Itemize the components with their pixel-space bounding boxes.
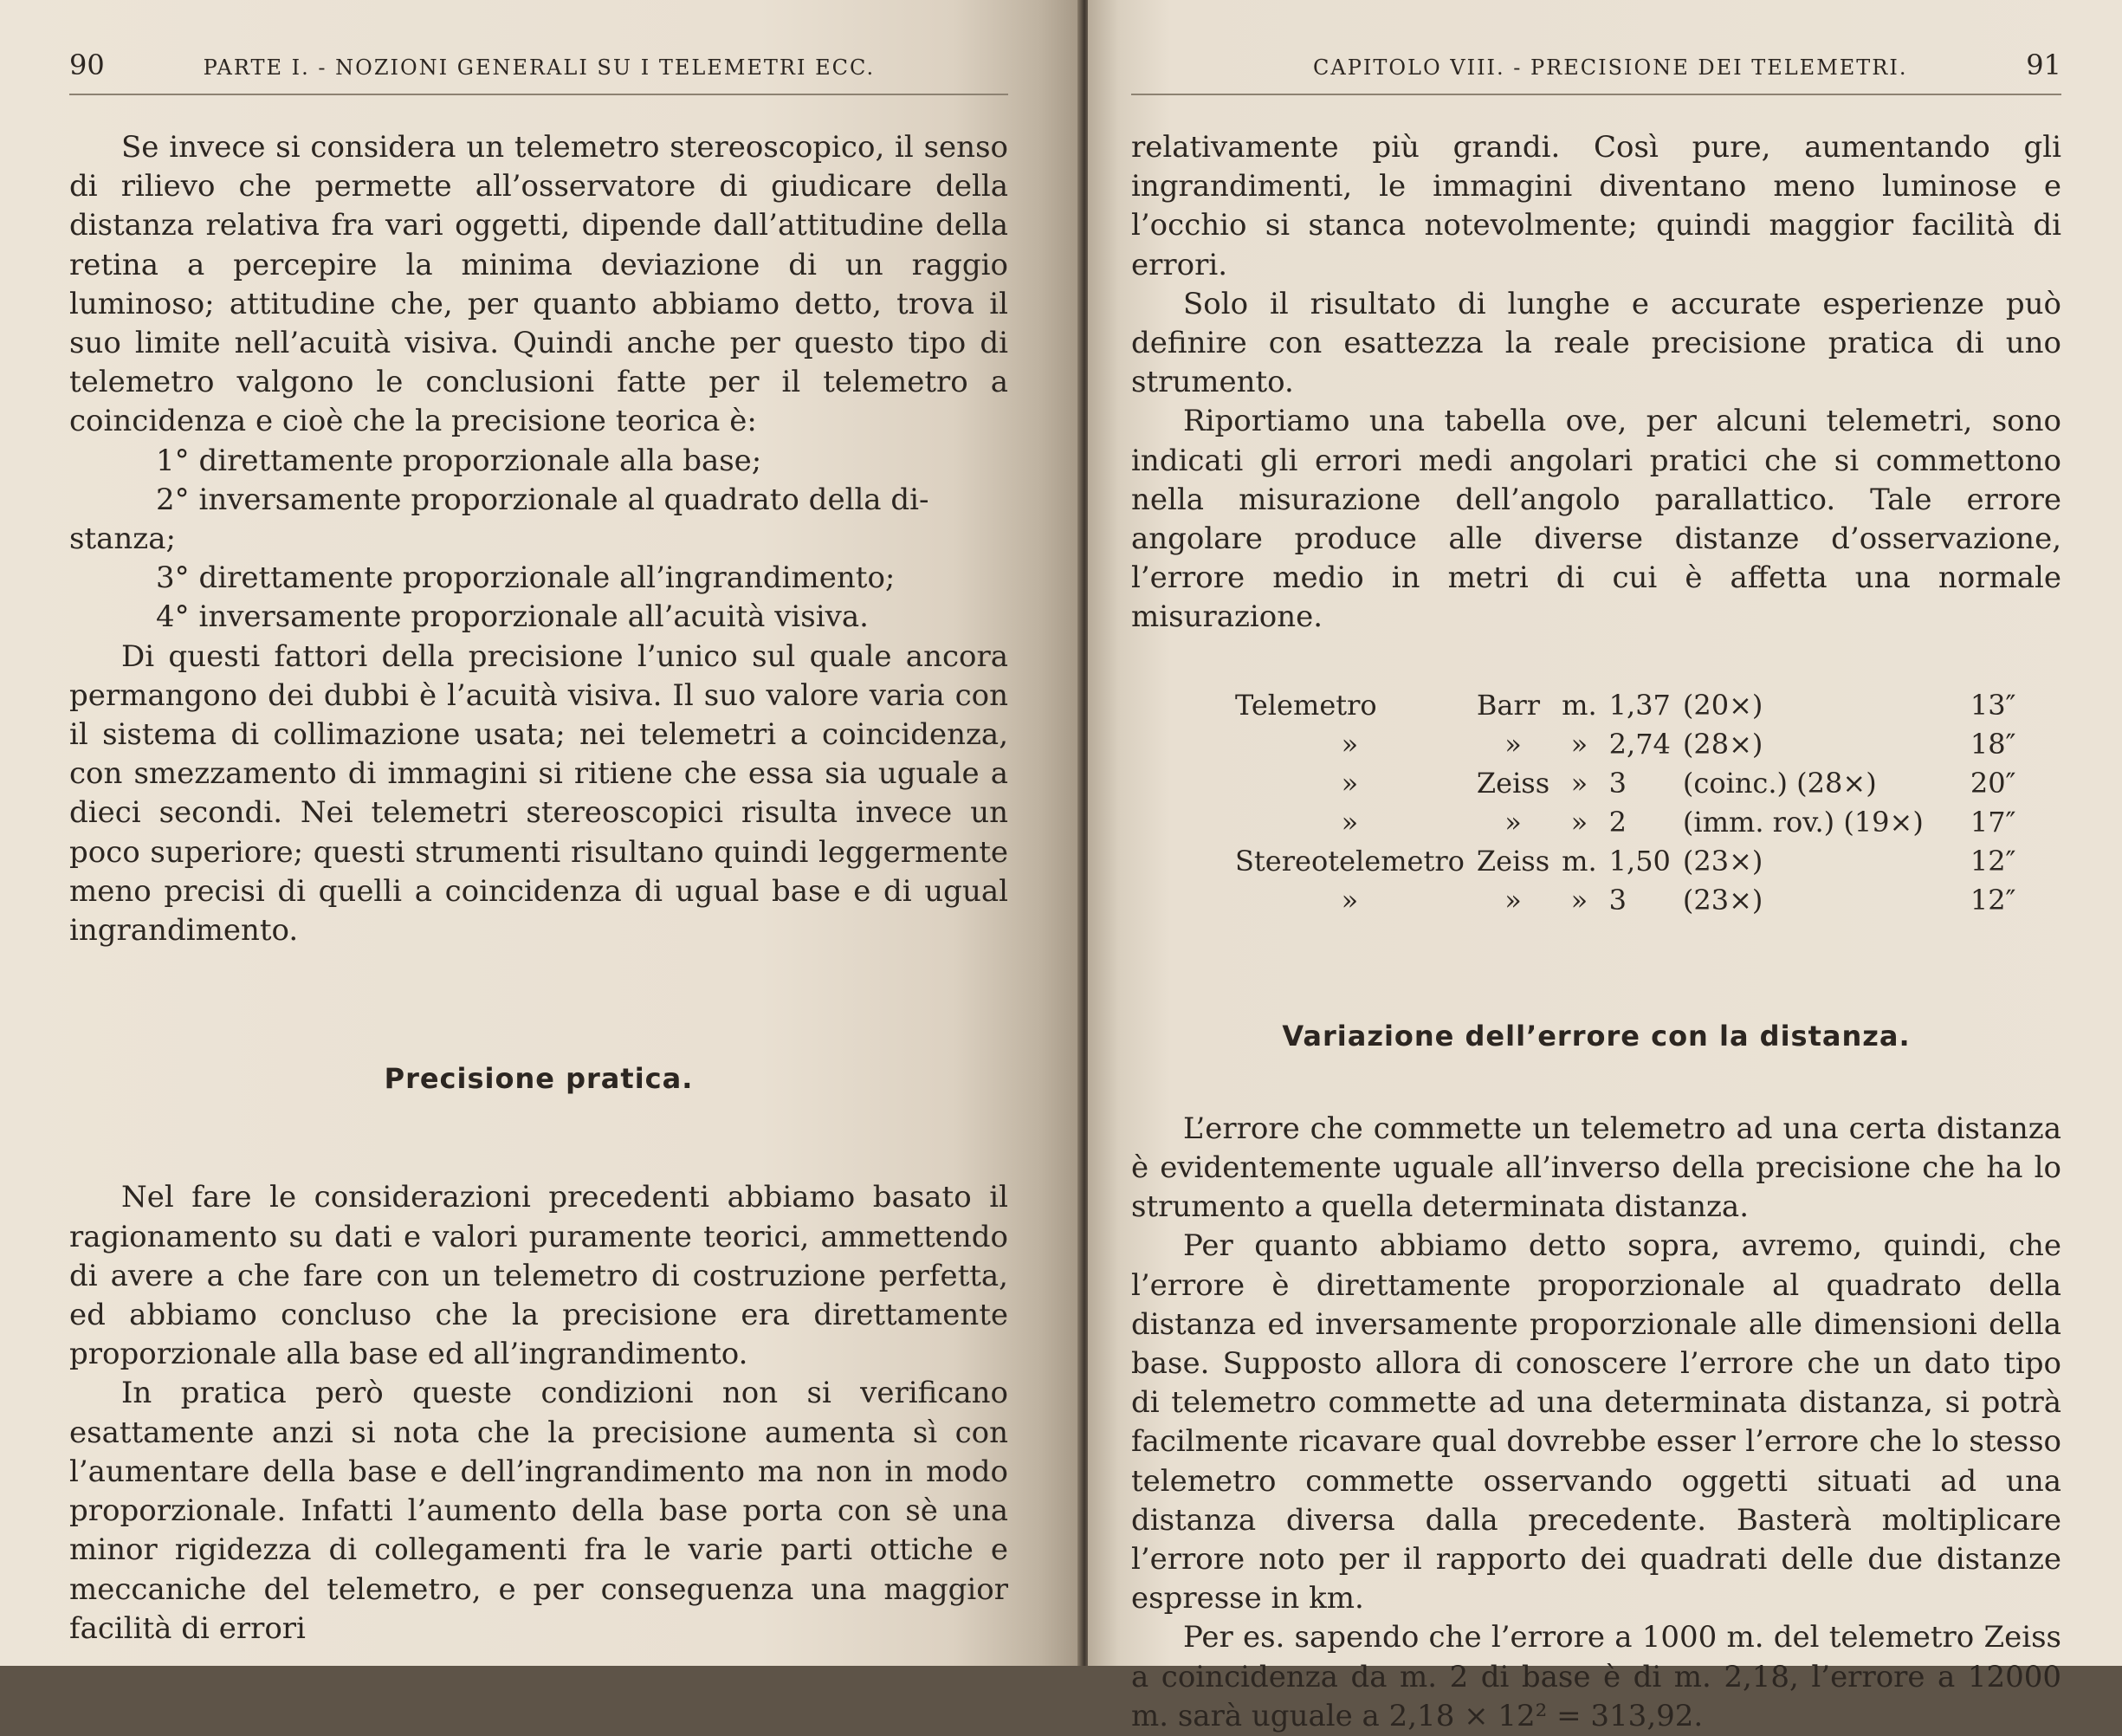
table-cell: 17″	[1970, 805, 2016, 839]
paragraph: Per es. sapendo che l’errore a 1000 m. del telemetro Zeiss a coincidenza da m. 2 di base è di m. 2,18, l’errore a 12000 m. sarà uguale a 2,18 × 12² = 313,92.	[1131, 1620, 2061, 1733]
table-cell: 13″	[1970, 688, 2016, 722]
table-cell: 1,37	[1608, 688, 1671, 722]
right-running-head	[1131, 49, 2061, 95]
table-cell: (coinc.) (28×)	[1682, 766, 1877, 800]
table-cell: »	[1341, 883, 1359, 917]
right-body	[1131, 128, 2061, 1736]
table-cell: »	[1341, 727, 1359, 761]
table-row	[1235, 842, 2028, 881]
paragraph: Per quanto abbiamo detto sopra, avremo, quindi, che l’errore è direttamente proporzionale al quadrato della distanza ed inversamente proporzionale alle dimensioni della base. Supposto allora di conoscere l’errore che un dato tipo di telemetro commette ad una determinata distanza, si potrà facilmente ricavare qual dovrebbe esser l’errore che lo stesso telemetro commette osservando oggetti situati ad una distanza diversa dalla precedente. Basterà moltiplicare l’errore noto per il rapporto dei quadrati delle due distanze espresse in km.	[1131, 1228, 2061, 1616]
table-cell: »	[1570, 727, 1588, 761]
left-running-title: PARTE I. - NOZIONI GENERALI SU I TELEMETRI ECC.	[203, 55, 876, 80]
table-cell: 12″	[1970, 844, 2016, 878]
table-cell: »	[1504, 805, 1522, 839]
left-page-number: 90	[69, 49, 105, 81]
table-cell: »	[1341, 766, 1359, 800]
table-cell: 12″	[1970, 883, 2016, 917]
paragraph: Nel fare le considerazioni precedenti abbiamo basato il ragionamento su dati e valori puramente teorici, ammettendo di avere a che fare con un telemetro di costruzione perfetta, ed abbiamo concluso che la precisione era direttamente proporzionale alla base ed all’ingrandimento.	[69, 1180, 1008, 1372]
paragraph: Solo il risultato di lunghe e accurate esperienze può definire con esattezza la reale precisione pratica di uno strumento.	[1131, 286, 2061, 400]
table-cell: »	[1570, 883, 1588, 917]
table-cell: 3	[1608, 883, 1627, 917]
table-cell: 18″	[1970, 727, 2016, 761]
table-cell: »	[1570, 766, 1588, 800]
table-cell: 2,74	[1608, 727, 1671, 761]
section-heading-variazione: Variazione dell’errore con la distanza.	[1282, 1019, 1911, 1053]
list-item: 1° direttamente proporzionale alla base;	[156, 443, 762, 478]
right-top-text	[1131, 128, 2061, 638]
table-cell: 20″	[1970, 766, 2016, 800]
table-cell: Zeiss	[1476, 844, 1550, 878]
left-body	[69, 128, 1008, 1649]
table-row	[1235, 764, 2028, 803]
left-top-text	[69, 128, 1008, 950]
table-cell: »	[1341, 805, 1359, 839]
table-cell: Barr	[1476, 688, 1541, 722]
right-running-title: CAPITOLO VIII. - PRECISIONE DEI TELEMETRI.	[1313, 55, 1908, 80]
right-page-number: 91	[2026, 49, 2061, 81]
right-bottom-text	[1131, 1110, 2061, 1736]
paragraph: Riportiamo una tabella ove, per alcuni telemetri, sono indicati gli errori medi angolari pratici che si commettono nella misurazione dell’angolo parallattico. Tale errore angolare produce alle diverse distanze d’osservazione, l’errore medio in metri di cui è affetta una normale misurazione.	[1131, 404, 2061, 635]
table-cell: (23×)	[1682, 844, 1763, 878]
paragraph: Se invece si considera un telemetro stereoscopico, il senso di rilievo che permette all’osservatore di giudicare della distanza relativa fra vari oggetti, dipende dall’attitudine della retina a percepire la minima deviazione di un raggio luminoso; attitudine che, per quanto abbiamo detto, trova il suo limite nell’acuità visiva. Quindi anche per questo tipo di telemetro valgono le conclusioni fatte per il telemetro a coincidenza e cioè che la precisione teorica è:	[69, 130, 1008, 439]
paragraph: Di questi fattori della precisione l’unico sul quale ancora permangono dei dubbi è l’acuità visiva. Il suo valore varia con il sistema di collimazione usata; nei telemetri a coincidenza, con smezzamento di immagini si ritiene che essa sia uguale a dieci secondi. Nei telemetri stereoscopici risulta invece un poco superiore; questi strumenti risultano quindi leggermente meno precisi di quelli a coincidenza di ugual base e di ugual ingrandimento.	[69, 638, 1008, 949]
left-running-head	[69, 49, 1008, 95]
table-row	[1235, 725, 2028, 764]
paragraph: L’errore che commette un telemetro ad una certa distanza è evidentemente uguale all’inverso della precisione che ha lo strumento a quella determinata distanza.	[1131, 1111, 2061, 1225]
table-cell: (28×)	[1682, 727, 1763, 761]
table-cell: (23×)	[1682, 883, 1763, 917]
table-cell: m.	[1562, 844, 1597, 878]
left-page	[0, 0, 1083, 1666]
table-cell: 3	[1608, 766, 1627, 800]
table-cell: 1,50	[1608, 844, 1671, 878]
table-cell: m.	[1562, 688, 1597, 722]
paragraph: In pratica però queste condizioni non si verificano esattamente anzi si nota che la precisione aumenta sì con l’aumentare della base e dell’ingrandimento ma non in modo proporzionale. Infatti l’aumento della base porta con sè una minor rigidezza di collegamenti fra le varie parti ottiche e meccaniche del telemetro, e per conseguenza una maggior facilità di errori	[69, 1376, 1008, 1646]
table-cell: (20×)	[1682, 688, 1763, 722]
table-cell: Stereotelemetro	[1235, 844, 1465, 878]
table-cell: »	[1570, 805, 1588, 839]
paragraph: relativamente più grandi. Così pure, aumentando gli ingrandimenti, le immagini diventano meno luminose e l’occhio si stanca notevolmente; quindi maggior facilità di errori.	[1131, 130, 2061, 282]
list-item: 4° inversamente proporzionale all’acuità visiva.	[156, 599, 869, 635]
table-row	[1235, 803, 2028, 842]
table-row	[1235, 686, 2028, 725]
table-cell: »	[1504, 883, 1522, 917]
list-item: 3° direttamente proporzionale all’ingrandimento;	[156, 560, 896, 596]
table-row	[1235, 881, 2028, 920]
error-table	[1235, 686, 2028, 920]
left-bottom-text	[69, 1178, 1008, 1648]
table-cell: Zeiss	[1476, 766, 1550, 800]
section-heading-precisione-pratica: Precisione pratica.	[384, 1062, 694, 1096]
table-cell: 2	[1608, 805, 1627, 839]
table-cell: (imm. rov.) (19×)	[1682, 805, 1924, 839]
right-page	[1088, 0, 2122, 1733]
table-cell: Telemetro	[1235, 688, 1377, 722]
list-item: stanza;	[69, 521, 176, 557]
list-item: 2° inversamente proporzionale al quadrato della di-	[156, 482, 929, 517]
table-cell: »	[1504, 727, 1522, 761]
